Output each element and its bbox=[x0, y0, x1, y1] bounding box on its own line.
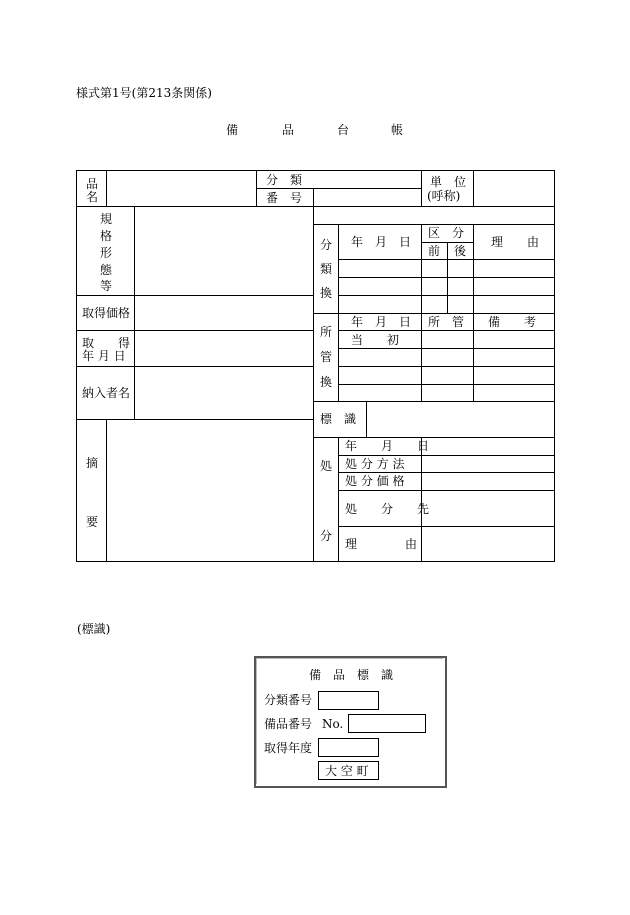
spec-label: 形 bbox=[100, 246, 113, 260]
class-no-box bbox=[318, 691, 379, 710]
item-name-label: 名 bbox=[86, 190, 99, 204]
disposal-date-label: 年 月 日 bbox=[345, 439, 430, 453]
spec-label: 格 bbox=[100, 229, 113, 243]
class-no-label: 分類番号 bbox=[264, 693, 313, 707]
before-header: 前 bbox=[428, 244, 441, 258]
summary-label: 要 bbox=[86, 515, 99, 529]
disposal-reason-label: 理 由 bbox=[345, 537, 418, 551]
no-prefix: No. bbox=[322, 717, 344, 731]
number-label: 番 号 bbox=[266, 191, 303, 205]
dept-change-label: 所 bbox=[320, 325, 333, 339]
class-change-label: 分 bbox=[320, 238, 333, 252]
class-change-label: 換 bbox=[320, 286, 333, 300]
class-change-label: 類 bbox=[320, 262, 333, 276]
reason-header: 理 由 bbox=[491, 235, 540, 249]
date-header: 年 月 日 bbox=[351, 235, 412, 249]
title-char: 品 bbox=[282, 123, 295, 137]
dept-header: 所 管 bbox=[428, 315, 465, 329]
supplier-label: 納入者名 bbox=[82, 386, 131, 400]
spec-label: 等 bbox=[100, 279, 113, 293]
acq-date-label: 年 月 日 bbox=[82, 349, 126, 363]
disposal-label: 分 bbox=[320, 529, 333, 543]
disposal-price-label: 処 分 価 格 bbox=[345, 474, 405, 488]
title-char: 帳 bbox=[391, 123, 404, 137]
disposal-method-label: 処 分 方 法 bbox=[345, 457, 405, 471]
spec-label: 態 bbox=[100, 263, 113, 277]
unit-alias-label: (呼称) bbox=[427, 189, 461, 203]
title-char: 台 bbox=[337, 123, 350, 137]
title-char: 備 bbox=[226, 123, 239, 137]
price-label: 取得価格 bbox=[82, 306, 131, 320]
remarks-header: 備 考 bbox=[488, 315, 537, 329]
division-header: 区 分 bbox=[428, 226, 465, 240]
year-box bbox=[318, 738, 379, 757]
class-label: 分 類 bbox=[266, 173, 303, 187]
unit-label: 単 位 bbox=[430, 175, 467, 189]
disposal-label: 処 bbox=[320, 459, 333, 473]
dept-change-label: 管 bbox=[320, 350, 333, 364]
tag-label: 標 識 bbox=[320, 412, 357, 426]
item-no-box bbox=[348, 714, 426, 733]
acq-date-label: 取 得 bbox=[82, 336, 131, 350]
item-no-label: 備品番号 bbox=[264, 717, 313, 731]
initial-label: 当 初 bbox=[351, 333, 400, 347]
date-header-2: 年 月 日 bbox=[351, 315, 412, 329]
summary-label: 摘 bbox=[86, 456, 99, 470]
after-header: 後 bbox=[454, 244, 467, 258]
year-label: 取得年度 bbox=[264, 741, 313, 755]
spec-label: 規 bbox=[100, 212, 113, 226]
dept-change-label: 換 bbox=[320, 375, 333, 389]
disposal-dest-label: 処 分 先 bbox=[345, 502, 430, 516]
item-name-label: 品 bbox=[86, 177, 99, 191]
form-number: 様式第1号(第213条関係) bbox=[76, 86, 212, 100]
label-caption: (標識) bbox=[77, 622, 111, 636]
card-title: 備 品 標 識 bbox=[309, 668, 394, 682]
town-name: 大 空 町 bbox=[325, 764, 369, 778]
